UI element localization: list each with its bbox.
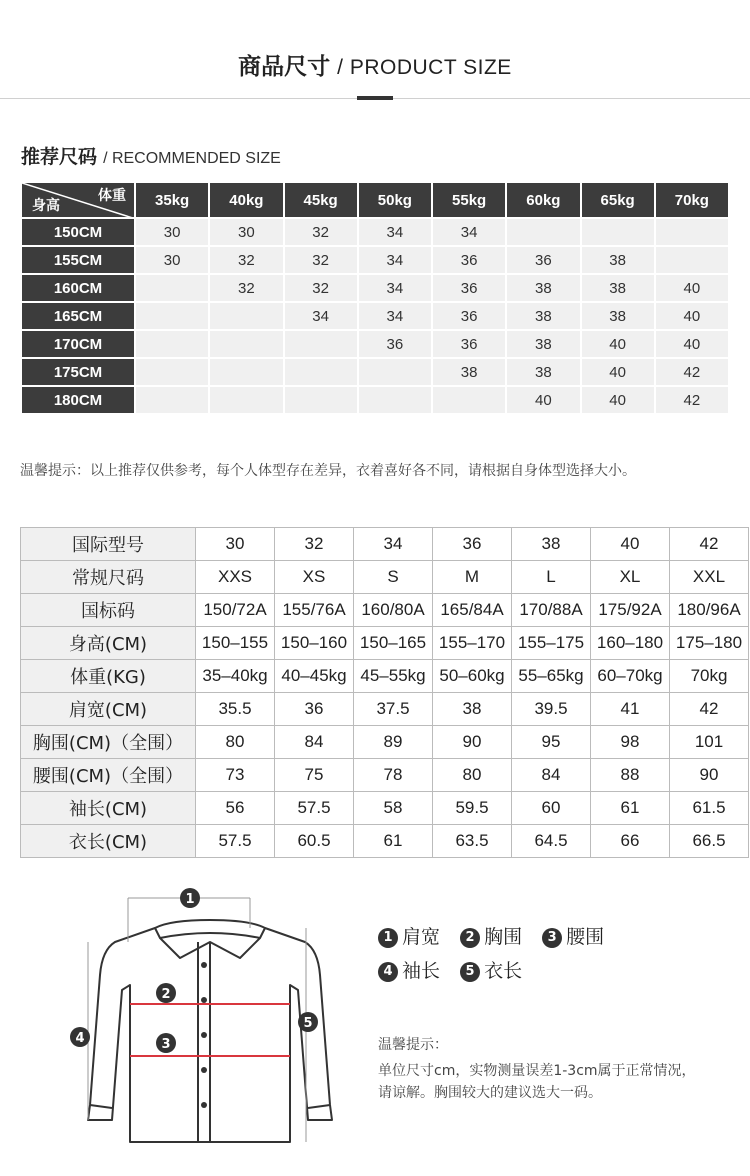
legend-item-chest <box>460 924 522 950</box>
shirt-collar-band <box>155 920 265 938</box>
table-cell: 61.5 <box>670 792 749 825</box>
table-cell: 42 <box>670 528 749 561</box>
size-cell <box>209 358 283 386</box>
table-cell: 90 <box>433 726 512 759</box>
size-cell: 42 <box>655 358 729 386</box>
weight-header: 40kg <box>209 182 283 218</box>
size-cell <box>209 330 283 358</box>
row-label: 常规尺码 <box>21 561 196 594</box>
table-cell: 58 <box>354 792 433 825</box>
weight-header: 45kg <box>284 182 358 218</box>
recommendation-tip: 温馨提示：以上推荐仅供参考，每个人体型存在差异，衣着喜好各不同，请根据自身体型选择大小。 <box>20 463 636 479</box>
size-cell <box>135 302 209 330</box>
recommended-title-cn: 推荐尺码 <box>21 146 98 168</box>
table-cell: 34 <box>354 528 433 561</box>
recommended-title-en: / RECOMMENDED SIZE <box>103 150 281 167</box>
size-cell <box>135 386 209 414</box>
height-header: 150CM <box>21 218 135 246</box>
table-cell: 180/96A <box>670 594 749 627</box>
table-row <box>21 528 749 561</box>
table-cell: 170/88A <box>512 594 591 627</box>
table-cell: 37.5 <box>354 693 433 726</box>
size-cell <box>432 386 506 414</box>
table-cell: 38 <box>512 528 591 561</box>
legend-number: 4 <box>378 962 398 982</box>
table-cell: 165/84A <box>433 594 512 627</box>
header <box>0 0 750 99</box>
size-cell: 36 <box>432 302 506 330</box>
left-cuff <box>88 1105 112 1120</box>
legend-label: 腰围 <box>566 926 605 948</box>
legend-label: 衣长 <box>484 960 523 982</box>
size-cell <box>209 302 283 330</box>
table-cell: 101 <box>670 726 749 759</box>
table-cell: 150/72A <box>196 594 275 627</box>
table-cell: 30 <box>196 528 275 561</box>
size-cell <box>655 246 729 274</box>
row-label: 衣长(CM) <box>21 825 196 858</box>
table-cell: 95 <box>512 726 591 759</box>
weight-header: 60kg <box>506 182 580 218</box>
size-cell: 34 <box>358 246 432 274</box>
size-cell: 30 <box>135 218 209 246</box>
table-cell: 35.5 <box>196 693 275 726</box>
size-cell: 40 <box>581 358 655 386</box>
size-cell: 34 <box>358 274 432 302</box>
row-label: 腰围(CM)（全围） <box>21 759 196 792</box>
table-cell: XS <box>275 561 354 594</box>
size-cell <box>284 330 358 358</box>
size-chart-table <box>20 527 749 858</box>
height-header: 180CM <box>21 386 135 414</box>
table-cell: 80 <box>433 759 512 792</box>
table-cell: 45–55kg <box>354 660 433 693</box>
table-cell: 61 <box>591 792 670 825</box>
table-row <box>21 759 749 792</box>
row-label: 肩宽(CM) <box>21 693 196 726</box>
table-cell: 41 <box>591 693 670 726</box>
size-cell: 32 <box>284 218 358 246</box>
table-cell: 38 <box>433 693 512 726</box>
svg-text:2: 2 <box>161 987 171 1002</box>
table-cell: 150–155 <box>196 627 275 660</box>
size-cell: 40 <box>655 330 729 358</box>
row-label: 袖长(CM) <box>21 792 196 825</box>
table-cell: XL <box>591 561 670 594</box>
legend-item-length <box>460 958 522 984</box>
height-header: 155CM <box>21 246 135 274</box>
table-cell: 155–170 <box>433 627 512 660</box>
table-cell: 63.5 <box>433 825 512 858</box>
table-cell: 60.5 <box>275 825 354 858</box>
title-underline <box>357 96 393 100</box>
table-cell: 60–70kg <box>591 660 670 693</box>
table-cell: L <box>512 561 591 594</box>
page-title <box>0 52 750 83</box>
table-cell: 55–65kg <box>512 660 591 693</box>
size-cell: 36 <box>432 274 506 302</box>
table-cell: 66 <box>591 825 670 858</box>
weight-header: 65kg <box>581 182 655 218</box>
table-cell: 80 <box>196 726 275 759</box>
size-cell: 38 <box>581 274 655 302</box>
size-cell: 34 <box>358 218 432 246</box>
table-row <box>21 358 729 386</box>
size-cell: 38 <box>506 358 580 386</box>
table-cell: 89 <box>354 726 433 759</box>
weight-header: 35kg <box>135 182 209 218</box>
table-cell: 70kg <box>670 660 749 693</box>
size-cell: 38 <box>506 274 580 302</box>
corner-weight-label: 体重 <box>98 188 126 204</box>
table-cell: 160/80A <box>354 594 433 627</box>
size-cell: 38 <box>506 330 580 358</box>
size-cell <box>135 274 209 302</box>
legend-item-shoulder <box>378 924 440 950</box>
legend-number: 5 <box>460 962 480 982</box>
table-cell: 57.5 <box>275 792 354 825</box>
height-header: 160CM <box>21 274 135 302</box>
size-cell: 30 <box>209 218 283 246</box>
size-cell: 32 <box>209 274 283 302</box>
row-label: 胸围(CM)（全围） <box>21 726 196 759</box>
table-cell: 175–180 <box>670 627 749 660</box>
size-cell: 40 <box>506 386 580 414</box>
svg-text:4: 4 <box>75 1031 85 1046</box>
table-cell: 150–165 <box>354 627 433 660</box>
table-cell: 78 <box>354 759 433 792</box>
table-row <box>21 246 729 274</box>
row-label: 身高(CM) <box>21 627 196 660</box>
size-cell <box>135 358 209 386</box>
legend-row-1 <box>378 924 618 950</box>
weight-header: 50kg <box>358 182 432 218</box>
table-row <box>21 627 749 660</box>
table-cell: 98 <box>591 726 670 759</box>
table-cell: 32 <box>275 528 354 561</box>
table-row <box>21 825 749 858</box>
legend-label: 肩宽 <box>402 926 441 948</box>
weight-header: 55kg <box>432 182 506 218</box>
table-cell: XXL <box>670 561 749 594</box>
table-cell: 42 <box>670 693 749 726</box>
size-cell: 40 <box>655 302 729 330</box>
note-title: 温馨提示： <box>378 1037 448 1053</box>
legend-number: 1 <box>378 928 398 948</box>
size-cell <box>581 218 655 246</box>
table-row <box>21 561 749 594</box>
table-cell: 35–40kg <box>196 660 275 693</box>
table-cell: 50–60kg <box>433 660 512 693</box>
row-label: 国标码 <box>21 594 196 627</box>
recommended-size-title <box>21 144 281 172</box>
size-cell: 30 <box>135 246 209 274</box>
size-cell: 40 <box>581 330 655 358</box>
table-row <box>21 660 749 693</box>
legend-row-2 <box>378 958 536 984</box>
table-corner-header <box>21 182 135 218</box>
size-cell: 36 <box>358 330 432 358</box>
table-cell: 39.5 <box>512 693 591 726</box>
table-cell: 88 <box>591 759 670 792</box>
size-cell: 34 <box>432 218 506 246</box>
table-cell: 64.5 <box>512 825 591 858</box>
table-cell: 36 <box>275 693 354 726</box>
table-cell: 57.5 <box>196 825 275 858</box>
right-cuff <box>308 1105 332 1120</box>
note-text: 单位尺寸cm，实物测量误差1-3cm属于正常情况，请谅解。胸围较大的建议选大一码。 <box>378 1063 696 1101</box>
legend-label: 胸围 <box>484 926 523 948</box>
legend-number: 3 <box>542 928 562 948</box>
table-row <box>21 726 749 759</box>
size-cell: 36 <box>432 246 506 274</box>
svg-text:1: 1 <box>185 892 195 907</box>
size-cell: 38 <box>432 358 506 386</box>
size-cell <box>284 386 358 414</box>
recommended-size-table <box>20 181 730 415</box>
table-cell: 73 <box>196 759 275 792</box>
size-cell: 32 <box>209 246 283 274</box>
table-cell: 155/76A <box>275 594 354 627</box>
table-cell: S <box>354 561 433 594</box>
size-cell: 40 <box>655 274 729 302</box>
size-cell <box>358 358 432 386</box>
table-cell: 56 <box>196 792 275 825</box>
weight-header: 70kg <box>655 182 729 218</box>
row-label: 体重(KG) <box>21 660 196 693</box>
corner-height-label: 身高 <box>32 198 60 214</box>
table-cell: 90 <box>670 759 749 792</box>
size-cell: 38 <box>581 302 655 330</box>
size-cell: 32 <box>284 274 358 302</box>
table-cell: 160–180 <box>591 627 670 660</box>
shirt-buttons <box>201 962 207 1108</box>
size-cell: 34 <box>284 302 358 330</box>
table-cell: 155–175 <box>512 627 591 660</box>
size-cell: 38 <box>581 246 655 274</box>
table-cell: 61 <box>354 825 433 858</box>
height-header: 175CM <box>21 358 135 386</box>
size-cell <box>209 386 283 414</box>
legend-number: 2 <box>460 928 480 948</box>
table-cell: 40 <box>591 528 670 561</box>
size-cell: 38 <box>506 302 580 330</box>
table-cell: 66.5 <box>670 825 749 858</box>
size-cell: 32 <box>284 246 358 274</box>
table-cell: M <box>433 561 512 594</box>
table-row <box>21 218 729 246</box>
svg-text:5: 5 <box>303 1016 313 1031</box>
size-cell: 36 <box>432 330 506 358</box>
size-cell <box>358 386 432 414</box>
table-row <box>21 302 729 330</box>
table-row <box>21 693 749 726</box>
legend-item-waist <box>542 924 604 950</box>
table-cell: 40–45kg <box>275 660 354 693</box>
table-cell: 60 <box>512 792 591 825</box>
table-cell: 150–160 <box>275 627 354 660</box>
size-cell: 36 <box>506 246 580 274</box>
page-title-en: / PRODUCT SIZE <box>337 56 512 79</box>
height-header: 170CM <box>21 330 135 358</box>
table-cell: XXS <box>196 561 275 594</box>
legend-label: 袖长 <box>402 960 441 982</box>
height-header: 165CM <box>21 302 135 330</box>
table-row <box>21 594 749 627</box>
size-cell: 34 <box>358 302 432 330</box>
table-row <box>21 274 729 302</box>
table-cell: 84 <box>275 726 354 759</box>
size-cell <box>135 330 209 358</box>
size-cell <box>655 218 729 246</box>
legend-item-sleeve <box>378 958 440 984</box>
table-cell: 75 <box>275 759 354 792</box>
size-cell: 42 <box>655 386 729 414</box>
table-cell: 175/92A <box>591 594 670 627</box>
table-cell: 59.5 <box>433 792 512 825</box>
size-cell: 40 <box>581 386 655 414</box>
table-row <box>21 386 729 414</box>
size-cell <box>284 358 358 386</box>
size-cell <box>506 218 580 246</box>
shirt-measurement-diagram <box>60 880 360 1170</box>
table-row <box>21 330 729 358</box>
svg-text:3: 3 <box>161 1037 171 1052</box>
table-cell: 36 <box>433 528 512 561</box>
row-label: 国际型号 <box>21 528 196 561</box>
page-title-cn: 商品尺寸 <box>238 54 331 80</box>
table-row <box>21 792 749 825</box>
table-cell: 84 <box>512 759 591 792</box>
